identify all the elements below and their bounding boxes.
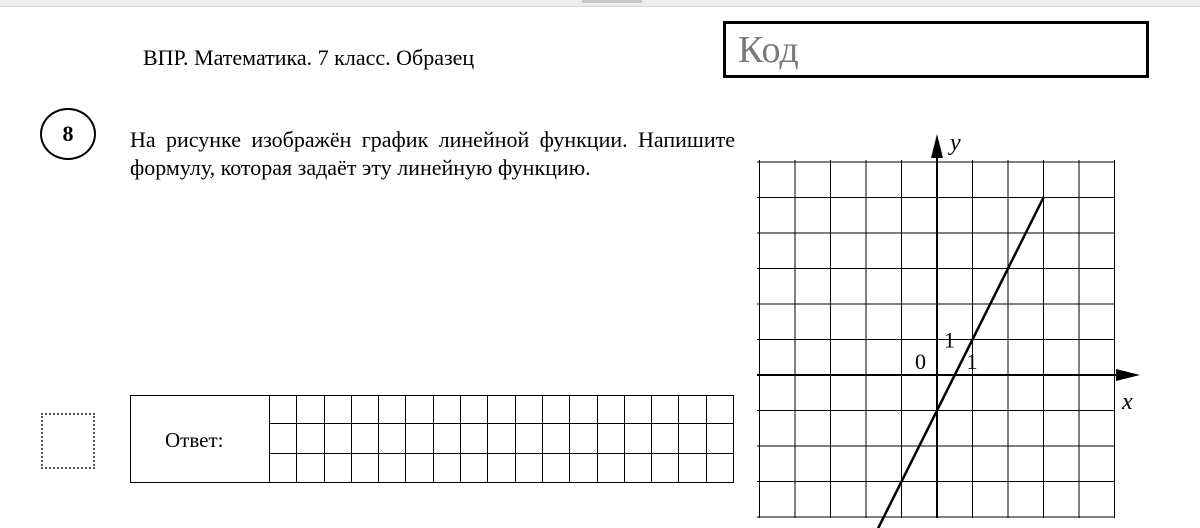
task-text: На рисунке изображён график линейной функции. Напишите формулу, которая задаёт эту линейную функцию.	[130, 127, 735, 180]
code-label: Код	[738, 29, 799, 71]
x-axis-arrow	[1116, 369, 1140, 381]
y-axis-label: y	[950, 130, 961, 156]
x-unit-tick-label: 1	[966, 349, 978, 374]
page-header-title: ВПР. Математика. 7 класс. Образец	[143, 45, 475, 70]
x-axis-label: x	[1122, 389, 1133, 415]
axes	[757, 134, 1140, 518]
function-line	[866, 198, 1044, 528]
answer-label: Ответ:	[165, 428, 224, 452]
task-number: 8	[40, 108, 96, 160]
origin-label: 0	[915, 349, 926, 374]
y-axis-arrow	[931, 134, 943, 158]
y-unit-tick-label: 1	[944, 327, 955, 353]
